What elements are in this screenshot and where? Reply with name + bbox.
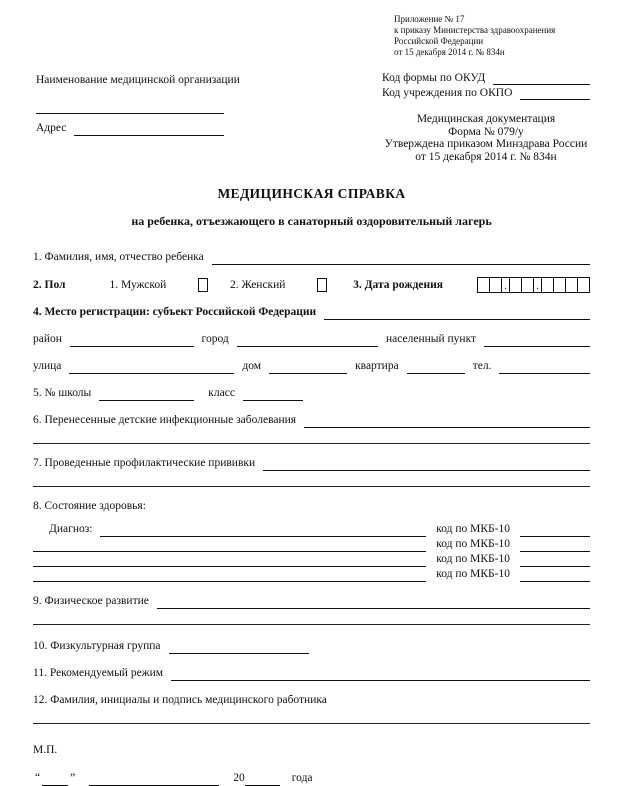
diagnosis-blank-line [33,553,426,567]
settlement-blank-line [484,333,590,347]
okud-label: Код формы по ОКУД [382,72,486,84]
icd-10-label: код по МКБ-10 [436,568,510,580]
field-2-label: 2. Пол [33,279,66,291]
district-label: район [33,333,62,345]
field-4-label: 4. Место регистрации: субъект Российской Федерации [33,306,317,318]
phone-blank-line [499,360,590,374]
birthdate-dot-separator: . [533,277,542,293]
issue-date-row [33,771,590,786]
field-6-blank-line [304,414,590,428]
field-10-row [33,639,590,654]
field-10-label: 10. Физкультурная группа [33,640,161,652]
city-label: город [201,333,229,345]
field-8-row [33,499,590,514]
form-title: МЕДИЦИНСКАЯ СПРАВКА [217,186,406,201]
icd-10-blank-line [520,554,590,567]
okud-blank-line [493,71,590,85]
field-4-blank-line [324,306,590,320]
class-blank-line [243,387,303,401]
female-checkbox [317,278,327,292]
district-city-row [33,332,590,347]
header-right [382,71,590,163]
field-9-label: 9. Физическое развитие [33,595,149,607]
year-blank-line [245,772,280,786]
month-blank-line [89,772,219,786]
field-7-blank-line [263,457,590,471]
icd-10-label: код по МКБ-10 [436,538,510,550]
class-label: класс [208,387,235,399]
phone-label: тел. [472,360,492,372]
form-subtitle: на ребенка, отъезжающего в санаторный оздоровительный лагерь [131,214,492,228]
city-blank-line [237,333,378,347]
field-4-row [33,305,590,320]
field-12-row [33,693,590,708]
birthdate-year-cell [577,277,590,293]
female-option-label: 2. Женский [229,279,286,291]
header-left [33,71,298,163]
house-label: дом [242,360,262,372]
street-label: улица [33,360,62,372]
appendix-line-2: к приказу Министерства здравоохранения [394,25,556,35]
doc-block-line-3: Утверждена приказом Минздрава России [384,138,588,150]
male-checkbox [198,278,208,292]
icd-10-label: код по МКБ-10 [436,523,510,535]
field-10-blank-line [169,640,309,654]
address-label: Адрес [36,122,67,134]
form-header [33,71,590,163]
male-option-label: 1. Мужской [109,279,167,291]
field-12-label: 12. Фамилия, инициалы и подпись медицинского работника [33,694,327,706]
okpo-blank-line [520,86,590,100]
field-12-signature-line [33,708,590,724]
field-3-label: 3. Дата рождения [353,279,443,291]
diagnosis-blank-line [33,538,426,552]
apartment-blank-line [407,360,465,374]
icd-10-label: код по МКБ-10 [436,553,510,565]
field-7-label: 7. Проведенные профилактические прививки [33,457,256,469]
close-quote: ” [70,772,76,784]
field-1-fio-row [33,250,590,265]
field-1-blank-line [212,251,590,265]
birthdate-dot-separator: . [501,277,510,293]
field-7-row [33,456,590,471]
doc-designation-block [382,113,590,163]
field-9-continuation-line [33,609,590,625]
settlement-label: населенный пункт [386,333,477,345]
appendix-note [394,14,590,58]
org-name-label: Наименование медицинской организации [36,74,240,86]
year-suffix: года [291,772,313,784]
okud-row [382,71,590,85]
diagnosis-blank-line [100,523,426,537]
okpo-label: Код учреждения по ОКПО [382,87,513,99]
street-house-row [33,359,590,374]
field-9-blank-line [157,595,590,609]
apartment-label: квартира [355,360,399,372]
day-blank-line [42,772,68,786]
district-blank-line [70,333,194,347]
field-6-label: 6. Перенесенные детские инфекционные заболевания [33,414,297,426]
okpo-row [382,86,590,100]
address-row [36,121,298,136]
field-9-row [33,594,590,609]
icd-10-blank-line [520,524,590,537]
appendix-line-4: от 15 декабря 2014 г. № 834н [394,47,505,57]
field-11-label: 11. Рекомендуемый режим [33,667,164,679]
field-6-continuation-line [33,428,590,444]
doc-block-line-1: Медицинская документация [416,113,556,125]
diagnosis-row-2 [33,537,590,552]
field-8-label: 8. Состояние здоровья: [33,500,146,512]
icd-10-blank-line [520,569,590,582]
school-number-blank-line [99,387,194,401]
doc-block-line-2: Форма № 079/у [448,125,524,138]
field-1-label: 1. Фамилия, имя, отчество ребенка [33,251,204,263]
doc-block-line-4: от 15 декабря 2014 г. № 834н [415,150,557,163]
field-2-3-row [33,277,590,293]
org-name-blank-line [36,88,224,114]
diagnosis-row-1 [33,522,590,537]
stamp-label: М.П. [33,744,58,756]
diagnosis-row-4 [33,567,590,582]
year-prefix: 20 [233,772,245,784]
diagnosis-block [33,522,590,582]
field-5-row [33,386,590,401]
birthdate-cell-grid [477,277,590,293]
address-blank-line [74,122,224,136]
diagnosis-label: Диагноз: [49,523,93,535]
house-blank-line [269,360,347,374]
street-blank-line [69,360,234,374]
field-6-row [33,413,590,428]
diagnosis-blank-line [33,568,426,582]
field-11-blank-line [171,667,590,681]
field-11-row [33,666,590,681]
field-5-label: 5. № школы [33,387,92,399]
appendix-line-3: Российской Федерации [394,36,484,46]
open-quote: “ [35,772,41,784]
field-7-continuation-line [33,471,590,487]
appendix-line-1: Приложение № 17 [394,14,465,24]
diagnosis-row-3 [33,552,590,567]
icd-10-blank-line [520,539,590,552]
